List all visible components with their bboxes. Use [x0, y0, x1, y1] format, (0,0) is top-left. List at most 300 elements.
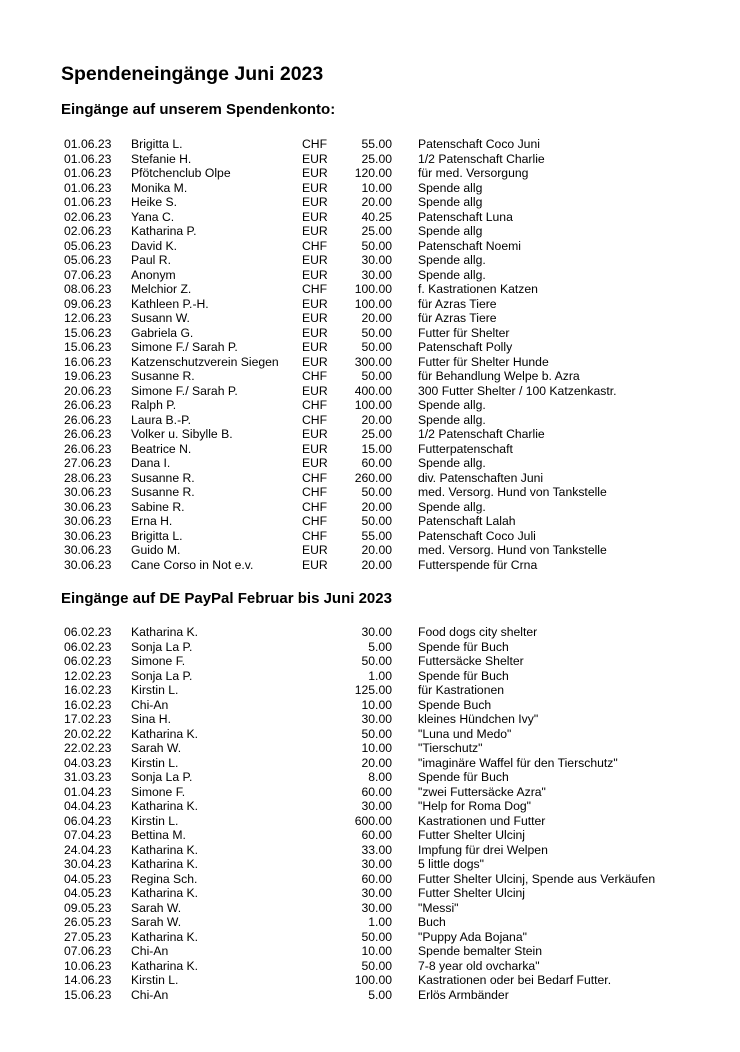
- donation-amount: 20.00: [361, 543, 392, 557]
- donation-amount: 20.00: [361, 412, 392, 427]
- donation-amount: 60.00: [361, 871, 392, 886]
- donation-row: [0, 166, 740, 181]
- donation-row: [0, 268, 740, 283]
- donation-date: 20.06.23: [64, 383, 112, 398]
- donation-row: [0, 828, 740, 843]
- donation-purpose: Spende bemalter Stein: [418, 944, 542, 958]
- donation-currency: CHF: [302, 499, 328, 514]
- donation-currency: EUR: [302, 340, 328, 354]
- donation-date: 06.02.23: [64, 625, 112, 639]
- donation-purpose: Futtersäcke Shelter: [418, 654, 524, 668]
- donation-row: [0, 355, 740, 370]
- donor-name: Chi-An: [131, 987, 169, 1002]
- donation-row: [0, 988, 740, 1003]
- donor-name: Chi-An: [131, 944, 169, 958]
- donation-row: [0, 959, 740, 974]
- donor-name: Katharina K.: [131, 857, 199, 871]
- donor-name: Sina H.: [131, 712, 171, 726]
- donation-currency: EUR: [302, 296, 328, 311]
- donation-purpose: für Azras Tiere: [418, 311, 497, 325]
- donation-currency: EUR: [302, 543, 328, 557]
- donation-amount: 50.00: [361, 929, 392, 944]
- donation-amount: 30.00: [361, 857, 392, 871]
- bank-account-heading: Eingänge auf unserem Spendenkonto:: [61, 101, 336, 118]
- donation-date: 01.06.23: [64, 195, 112, 209]
- donation-purpose: Futter Shelter Ulcinj: [418, 886, 526, 900]
- donation-row: [0, 340, 740, 355]
- donation-row: [0, 137, 740, 152]
- donor-name: Simone F.: [131, 784, 186, 799]
- donation-row: [0, 456, 740, 471]
- donor-name: Erna H.: [131, 514, 173, 528]
- donation-amount: 55.00: [361, 528, 392, 543]
- donation-currency: CHF: [302, 238, 328, 253]
- donation-date: 04.04.23: [64, 799, 112, 813]
- donation-date: 07.04.23: [64, 828, 112, 842]
- donation-date: 05.06.23: [64, 238, 112, 253]
- donation-purpose: Kastrationen oder bei Bedarf Futter.: [418, 973, 612, 987]
- donation-currency: EUR: [302, 166, 328, 180]
- donation-purpose: 1/2 Patenschaft Charlie: [418, 151, 545, 166]
- donation-purpose: Food dogs city shelter: [418, 625, 538, 639]
- donation-row: [0, 886, 740, 901]
- donation-purpose: Spende allg.: [418, 412, 486, 427]
- donation-row: [0, 369, 740, 384]
- donor-name: Regina Sch.: [131, 871, 198, 886]
- donor-name: Paul R.: [131, 253, 171, 267]
- donation-row: [0, 500, 740, 515]
- donation-purpose: für Behandlung Welpe b. Azra: [418, 369, 580, 383]
- donation-row: [0, 640, 740, 655]
- donation-date: 17.02.23: [64, 712, 112, 726]
- donation-amount: 33.00: [361, 842, 392, 857]
- donation-row: [0, 698, 740, 713]
- donation-date: 04.05.23: [64, 886, 112, 900]
- donation-amount: 50.00: [361, 238, 392, 253]
- donation-purpose: Futter Shelter Ulcinj: [418, 828, 526, 842]
- donation-currency: CHF: [302, 412, 328, 427]
- donation-row: [0, 253, 740, 268]
- donation-amount: 100.00: [354, 398, 392, 412]
- donation-amount: 30.00: [361, 900, 392, 915]
- donation-date: 12.06.23: [64, 311, 112, 325]
- donation-amount: 400.00: [354, 383, 392, 398]
- page-title: Spendeneingänge Juni 2023: [61, 63, 324, 85]
- donation-purpose: Futter Shelter Ulcinj, Spende aus Verkäufen: [418, 871, 656, 886]
- donation-purpose: Futterspende für Crna: [418, 557, 538, 572]
- donation-purpose: Patenschaft Lalah: [418, 514, 516, 528]
- donation-date: 07.06.23: [64, 267, 112, 282]
- donation-date: 28.06.23: [64, 470, 112, 485]
- donation-purpose: Spende allg.: [418, 456, 486, 470]
- bank-account-donations-table: [0, 137, 740, 572]
- donation-amount: 55.00: [361, 137, 392, 151]
- donation-date: 08.06.23: [64, 282, 112, 296]
- donor-name: Katharina K.: [131, 929, 199, 944]
- donation-currency: EUR: [302, 311, 328, 325]
- donation-amount: 50.00: [361, 726, 392, 741]
- donation-date: 04.03.23: [64, 755, 112, 770]
- donation-purpose: kleines Hündchen Ivy": [418, 712, 539, 726]
- donation-purpose: "imaginäre Waffel für den Tierschutz": [418, 755, 618, 770]
- donor-name: Simone F.: [131, 654, 186, 668]
- donation-purpose: med. Versorg. Hund von Tankstelle: [418, 543, 607, 557]
- donation-row: [0, 239, 740, 254]
- donor-name: Sonja La P.: [131, 639, 193, 654]
- donation-purpose: Patenschaft Luna: [418, 209, 513, 224]
- donation-row: [0, 901, 740, 916]
- donation-date: 16.02.23: [64, 683, 112, 697]
- donation-purpose: Spende allg.: [418, 267, 486, 282]
- donation-amount: 10.00: [361, 944, 392, 958]
- donation-purpose: Spende für Buch: [418, 770, 509, 784]
- donation-row: [0, 625, 740, 640]
- donation-date: 04.05.23: [64, 871, 112, 886]
- donation-row: [0, 282, 740, 297]
- donation-currency: CHF: [302, 514, 328, 528]
- donation-currency: EUR: [302, 456, 328, 470]
- donation-date: 01.04.23: [64, 784, 112, 799]
- donation-date: 26.06.23: [64, 412, 112, 427]
- donation-row: [0, 427, 740, 442]
- donation-date: 01.06.23: [64, 180, 112, 195]
- donor-name: Laura B.-P.: [131, 412, 192, 427]
- donation-purpose: "Puppy Ada Bojana": [418, 929, 527, 944]
- donation-row: [0, 181, 740, 196]
- donor-name: Stefanie H.: [131, 151, 192, 166]
- donation-amount: 40.25: [361, 209, 392, 224]
- paypal-donations-table: [0, 625, 740, 1002]
- donation-currency: EUR: [302, 383, 328, 398]
- donation-purpose: div. Patenschaften Juni: [418, 470, 544, 485]
- donation-row: [0, 872, 740, 887]
- donor-name: Katharina K.: [131, 958, 199, 973]
- donation-row: [0, 471, 740, 486]
- donation-amount: 1.00: [368, 915, 392, 929]
- donation-amount: 20.00: [361, 557, 392, 572]
- donation-date: 24.04.23: [64, 842, 112, 857]
- donor-name: Susann W.: [131, 311, 190, 325]
- donor-name: David K.: [131, 238, 178, 253]
- donation-purpose: "Tierschutz": [418, 741, 483, 755]
- donation-date: 27.05.23: [64, 929, 112, 944]
- donation-row: [0, 770, 740, 785]
- donation-amount: 30.00: [361, 712, 392, 726]
- donor-name: Gabriela G.: [131, 325, 194, 340]
- donation-purpose: für Kastrationen: [418, 683, 505, 697]
- donation-date: 26.06.23: [64, 441, 112, 456]
- donation-amount: 10.00: [361, 741, 392, 755]
- donation-amount: 300.00: [354, 354, 392, 369]
- donor-name: Sonja La P.: [131, 770, 193, 784]
- donation-currency: CHF: [302, 282, 328, 296]
- donor-name: Monika M.: [131, 180, 188, 195]
- donation-purpose: Futter für Shelter: [418, 325, 510, 340]
- donor-name: Beatrice N.: [131, 441, 192, 456]
- donor-name: Katharina K.: [131, 726, 199, 741]
- donation-amount: 5.00: [368, 987, 392, 1002]
- donation-date: 01.06.23: [64, 151, 112, 166]
- donation-amount: 50.00: [361, 325, 392, 340]
- donation-amount: 25.00: [361, 151, 392, 166]
- donation-date: 30.06.23: [64, 485, 112, 499]
- donation-row: [0, 326, 740, 341]
- donation-date: 09.05.23: [64, 900, 112, 915]
- donation-row: [0, 712, 740, 727]
- donation-date: 12.02.23: [64, 668, 112, 683]
- donor-name: Cane Corso in Not e.v.: [131, 557, 254, 572]
- donation-amount: 50.00: [361, 485, 392, 499]
- donation-amount: 600.00: [354, 813, 392, 828]
- donation-row: [0, 741, 740, 756]
- donation-row: [0, 384, 740, 399]
- donation-date: 15.06.23: [64, 340, 112, 354]
- donation-row: [0, 413, 740, 428]
- donor-name: Pfötchenclub Olpe: [131, 166, 231, 180]
- donor-name: Susanne R.: [131, 369, 195, 383]
- donation-purpose: Spende allg: [418, 224, 483, 238]
- donation-row: [0, 485, 740, 500]
- donation-date: 01.06.23: [64, 166, 112, 180]
- donation-currency: EUR: [302, 224, 328, 238]
- donor-name: Volker u. Sibylle B.: [131, 427, 233, 441]
- donation-amount: 60.00: [361, 784, 392, 799]
- donation-row: [0, 756, 740, 771]
- donation-date: 26.06.23: [64, 427, 112, 441]
- donation-amount: 50.00: [361, 958, 392, 973]
- donor-name: Brigitta L.: [131, 137, 183, 151]
- donation-row: [0, 543, 740, 558]
- donation-amount: 50.00: [361, 654, 392, 668]
- donation-amount: 1.00: [368, 668, 392, 683]
- donation-currency: EUR: [302, 253, 328, 267]
- donation-currency: EUR: [302, 441, 328, 456]
- donor-name: Kirstin L.: [131, 813, 179, 828]
- donation-amount: 100.00: [354, 282, 392, 296]
- donor-name: Katzenschutzverein Siegen: [131, 354, 279, 369]
- donation-purpose: "zwei Futtersäcke Azra": [418, 784, 546, 799]
- donation-date: 22.02.23: [64, 741, 112, 755]
- donation-date: 01.06.23: [64, 137, 112, 151]
- donation-row: [0, 195, 740, 210]
- donation-row: [0, 944, 740, 959]
- donation-date: 30.04.23: [64, 857, 112, 871]
- donation-date: 26.05.23: [64, 915, 112, 929]
- donation-amount: 60.00: [361, 456, 392, 470]
- donation-purpose: Futterpatenschaft: [418, 441, 513, 456]
- donation-purpose: "Luna und Medo": [418, 726, 512, 741]
- donation-currency: EUR: [302, 557, 328, 572]
- donation-currency: EUR: [302, 427, 328, 441]
- donation-amount: 20.00: [361, 195, 392, 209]
- donation-date: 14.06.23: [64, 973, 112, 987]
- donation-row: [0, 973, 740, 988]
- donation-amount: 20.00: [361, 755, 392, 770]
- donation-row: [0, 799, 740, 814]
- donation-date: 30.06.23: [64, 514, 112, 528]
- donation-date: 15.06.23: [64, 325, 112, 340]
- donation-purpose: 7-8 year old ovcharka": [418, 958, 540, 973]
- donation-row: [0, 442, 740, 457]
- donation-amount: 30.00: [361, 267, 392, 282]
- donation-purpose: "Messi": [418, 900, 459, 915]
- donation-amount: 125.00: [354, 683, 392, 697]
- donation-currency: EUR: [302, 267, 328, 282]
- donation-amount: 30.00: [361, 886, 392, 900]
- donation-date: 30.06.23: [64, 543, 112, 557]
- donation-date: 16.06.23: [64, 354, 112, 369]
- donation-row: [0, 915, 740, 930]
- donation-amount: 20.00: [361, 311, 392, 325]
- donation-currency: EUR: [302, 325, 328, 340]
- paypal-heading: Eingänge auf DE PayPal Februar bis Juni 2023: [61, 590, 392, 607]
- donation-date: 19.06.23: [64, 369, 112, 383]
- donation-date: 02.06.23: [64, 209, 112, 224]
- donation-amount: 25.00: [361, 224, 392, 238]
- donor-name: Simone F./ Sarah P.: [131, 340, 238, 354]
- donation-date: 16.02.23: [64, 697, 112, 712]
- donation-currency: EUR: [302, 151, 328, 166]
- donation-amount: 50.00: [361, 369, 392, 383]
- donation-row: [0, 669, 740, 684]
- donation-purpose: Futter für Shelter Hunde: [418, 354, 549, 369]
- donor-name: Simone F./ Sarah P.: [131, 383, 238, 398]
- donation-date: 02.06.23: [64, 224, 112, 238]
- donation-purpose: für Azras Tiere: [418, 296, 497, 311]
- donation-purpose: Spende für Buch: [418, 668, 509, 683]
- donation-purpose: Spende allg.: [418, 398, 486, 412]
- donor-name: Guido M.: [131, 543, 181, 557]
- donation-amount: 100.00: [354, 296, 392, 311]
- donation-date: 30.06.23: [64, 528, 112, 543]
- donation-purpose: Patenschaft Noemi: [418, 238, 521, 253]
- donation-row: [0, 785, 740, 800]
- donation-amount: 120.00: [354, 166, 392, 180]
- donor-name: Katharina K.: [131, 799, 199, 813]
- donation-purpose: 1/2 Patenschaft Charlie: [418, 427, 545, 441]
- donation-date: 05.06.23: [64, 253, 112, 267]
- donor-name: Katharina K.: [131, 886, 199, 900]
- donation-currency: CHF: [302, 528, 328, 543]
- donation-date: 10.06.23: [64, 958, 112, 973]
- donation-amount: 50.00: [361, 514, 392, 528]
- donation-row: [0, 210, 740, 225]
- donor-name: Ralph P.: [131, 398, 177, 412]
- donation-date: 27.06.23: [64, 456, 112, 470]
- donation-amount: 10.00: [361, 697, 392, 712]
- donation-date: 15.06.23: [64, 987, 112, 1002]
- donation-amount: 8.00: [368, 770, 392, 784]
- donation-row: [0, 558, 740, 573]
- donation-amount: 260.00: [354, 470, 392, 485]
- donor-name: Brigitta L.: [131, 528, 183, 543]
- donation-purpose: "Help for Roma Dog": [418, 799, 531, 813]
- donor-name: Kirstin L.: [131, 755, 179, 770]
- donation-currency: CHF: [302, 398, 328, 412]
- donation-currency: EUR: [302, 354, 328, 369]
- donation-purpose: Patenschaft Coco Juli: [418, 528, 536, 543]
- donation-date: 07.06.23: [64, 944, 112, 958]
- donation-date: 20.02.22: [64, 726, 112, 741]
- donor-name: Katharina K.: [131, 842, 199, 857]
- donor-name: Susanne R.: [131, 485, 195, 499]
- donation-row: [0, 529, 740, 544]
- donation-date: 09.06.23: [64, 296, 112, 311]
- donation-currency: CHF: [302, 470, 328, 485]
- donation-purpose: Erlös Armbänder: [418, 987, 509, 1002]
- donor-name: Sarah W.: [131, 915, 182, 929]
- donor-name: Dana I.: [131, 456, 171, 470]
- donation-amount: 15.00: [361, 441, 392, 456]
- donation-purpose: 5 little dogs": [418, 857, 484, 871]
- donor-name: Heike S.: [131, 195, 178, 209]
- donor-name: Katharina K.: [131, 625, 199, 639]
- donation-date: 26.06.23: [64, 398, 112, 412]
- donation-row: [0, 514, 740, 529]
- donation-date: 30.06.23: [64, 499, 112, 514]
- donation-row: [0, 843, 740, 858]
- donation-amount: 100.00: [354, 973, 392, 987]
- donor-name: Sarah W.: [131, 741, 182, 755]
- donation-currency: EUR: [302, 209, 328, 224]
- donor-name: Katharina P.: [131, 224, 197, 238]
- donation-date: 06.02.23: [64, 654, 112, 668]
- donation-currency: EUR: [302, 195, 328, 209]
- donation-amount: 30.00: [361, 253, 392, 267]
- donation-row: [0, 857, 740, 872]
- donor-name: Melchior Z.: [131, 282, 192, 296]
- donation-date: 06.04.23: [64, 813, 112, 828]
- donation-currency: CHF: [302, 485, 328, 499]
- donation-amount: 30.00: [361, 625, 392, 639]
- donation-purpose: Buch: [418, 915, 446, 929]
- donation-purpose: Spende allg.: [418, 253, 486, 267]
- donor-name: Sonja La P.: [131, 668, 193, 683]
- donation-row: [0, 930, 740, 945]
- donor-name: Yana C.: [131, 209, 175, 224]
- donation-row: [0, 224, 740, 239]
- donation-purpose: Spende allg: [418, 195, 483, 209]
- donation-row: [0, 152, 740, 167]
- donor-name: Kirstin L.: [131, 683, 179, 697]
- donation-amount: 30.00: [361, 799, 392, 813]
- donor-name: Kathleen P.-H.: [131, 296, 209, 311]
- donation-currency: EUR: [302, 180, 328, 195]
- donation-row: [0, 727, 740, 742]
- donation-purpose: Spende allg: [418, 180, 483, 195]
- donation-purpose: für med. Versorgung: [418, 166, 529, 180]
- donation-row: [0, 814, 740, 829]
- donation-currency: CHF: [302, 137, 328, 151]
- donation-date: 06.02.23: [64, 639, 112, 654]
- donation-date: 31.03.23: [64, 770, 112, 784]
- donation-purpose: Patenschaft Polly: [418, 340, 513, 354]
- donation-amount: 20.00: [361, 499, 392, 514]
- donor-name: Chi-An: [131, 697, 169, 712]
- donation-amount: 25.00: [361, 427, 392, 441]
- donation-amount: 10.00: [361, 180, 392, 195]
- donation-row: [0, 311, 740, 326]
- donation-row: [0, 654, 740, 669]
- donation-purpose: Spende Buch: [418, 697, 492, 712]
- donation-amount: 60.00: [361, 828, 392, 842]
- donor-name: Susanne R.: [131, 470, 195, 485]
- donation-row: [0, 297, 740, 312]
- donor-name: Sabine R.: [131, 499, 185, 514]
- donation-purpose: Spende allg.: [418, 499, 486, 514]
- donation-amount: 5.00: [368, 639, 392, 654]
- donation-purpose: Patenschaft Coco Juni: [418, 137, 540, 151]
